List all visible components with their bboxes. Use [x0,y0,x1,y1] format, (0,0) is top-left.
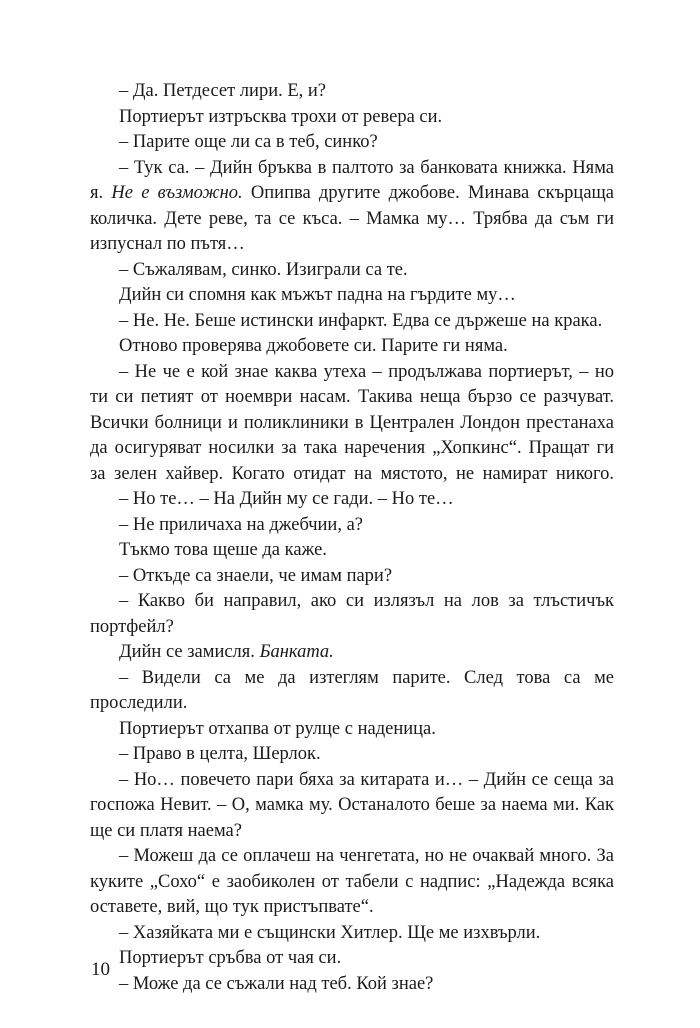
paragraph [90,309,614,335]
paragraph [90,666,614,717]
italic-text: Банката. [259,642,334,662]
paragraph [90,844,614,921]
body-text [90,79,614,997]
text-run: Портиерът изтръсква трохи от ревера си. [119,106,443,127]
text-run: Опипва другите джобове. Минава скърцаща количка. Дете реве, та се къса. – Мамка му… Трябва да съм ги изпуснал по пътя… [90,183,614,254]
text-run: Портиерът отхапва от рулце с наденица. [119,718,436,739]
text-run: Дийн си спомня как мъжът падна на гърдите му… [119,285,516,305]
text-run: – Можеш да се оплачеш на ченгетата, но не очаквай много. За куките „Сохо“ е заобиколен от табели с надпис: „Надежда всяка оставете, вий, що тук пристъпвате“. [90,846,614,917]
text-run: – Откъде са знаели, че имам пари? [119,565,393,586]
text-run: – Видели са ме да изтеглям парите. След това са ме проследили. [90,667,614,713]
text-run: – Тук са. – Дийн бръква в палтото за банковата книжка. Няма я. [90,157,614,203]
text-run: – Съжалявам, синко. Изиграли са те. [119,259,408,280]
paragraph [90,640,614,666]
paragraph [90,360,614,488]
text-run: – Но… повечето пари бяха за китарата и… – Дийн се сеща за госпожа Невит. – О, мамка му. Останалото беше за наема ми. Как ще си платя наема? [90,769,614,841]
text-run: – Но те… – На Дийн му се гади. – Но те… [119,489,454,509]
paragraph [90,717,614,743]
text-run: Отново проверява джобовете си. Парите ги няма. [119,336,508,356]
paragraph [90,946,614,972]
paragraph [90,79,614,105]
paragraph [90,487,614,513]
paragraph [90,334,614,360]
paragraph [90,538,614,564]
paragraph [90,768,614,845]
text-run: – Право в целта, Шерлок. [119,744,321,764]
paragraph [90,258,614,284]
paragraph [90,564,614,590]
text-run: – Не. Не. Беше истински инфаркт. Едва се държеше на крака. [119,310,603,331]
text-run: Тъкмо това щеше да каже. [119,540,327,560]
text-run: – Не че е кой знае каква утеха – продължава портиерът, – но ти си петият от ноември насам. Такива неща бързо се разчуват. Всички болници и поликлиники в Централен Лондон престанаха да осигуряват носилки за така наречения „Хопкинс“. Пращат ги за зелен хайвер. Когато отидат на мястото, не намират никого. [90,361,614,484]
text-run: Дийн се замисля. [119,642,260,662]
text-run: – Може да се съжали над теб. Кой знае? [119,973,434,994]
paragraph [90,156,614,258]
text-run: – Не приличаха на джебчии, а? [119,514,363,535]
paragraph [90,589,614,640]
text-run: – Да. Петдесет лири. Е, и? [119,81,327,101]
page-number: 10 [91,959,110,980]
italic-text: Не е възможно. [111,183,243,203]
text-run: – Парите още ли са в теб, синко? [119,132,378,152]
paragraph [90,742,614,768]
paragraph [90,130,614,156]
paragraph [90,921,614,947]
text-run: Портиерът сръбва от чая си. [119,948,342,968]
paragraph [90,513,614,539]
paragraph [90,283,614,309]
paragraph [90,972,614,998]
paragraph [90,105,614,131]
text-run: – Какво би направил, ако си излязъл на лов за тлъстичък портфейл? [90,591,614,637]
text-run: – Хазяйката ми е същински Хитлер. Ще ме изхвърли. [119,922,541,943]
